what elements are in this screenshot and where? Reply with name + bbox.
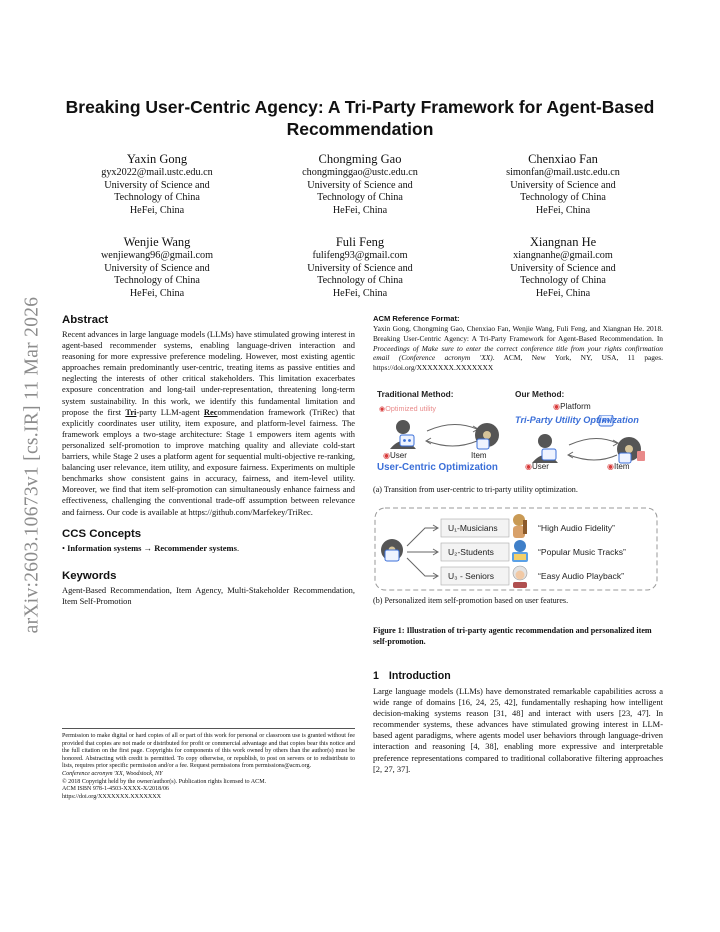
target-icon: ◉ — [383, 450, 390, 460]
author-block — [62, 152, 658, 318]
author-affiliation: Technology of China — [317, 275, 403, 287]
music-item-icon — [475, 423, 499, 449]
copyright-footnote — [62, 728, 355, 801]
author-location: HeFei, China — [129, 287, 185, 299]
arxiv-stamp — [14, 255, 50, 675]
author-affiliation: Technology of China — [114, 192, 200, 204]
author-affiliation: Technology of China — [114, 275, 200, 287]
figure-1b — [373, 506, 663, 594]
author-affiliation: University of Science and — [307, 179, 413, 191]
keywords-text: Agent-Based Recommendation, Item Agency, Multi-Stakeholder Recommendation, Item Self-Promotion — [62, 584, 355, 606]
promotion-quote: “Easy Audio Playback” — [538, 571, 624, 582]
our-method-label: Our Method: — [515, 388, 565, 399]
introduction-text: Large language models (LLMs) have demonstrated remarkable capabilities across a wide range of domains [16, 24, 25, 42], fundamentally reshaping how intelligent decision-making systems reason [31, 48] and interact with users [23, 47]. In recommender systems, these advances have stimulated growing interest in LLM-based agent paradigms, where agents model user behaviors through language-driven interaction and reasoning [4, 38], enabling more expressive and interpretable preference representations compared to traditional collaborative filtering approaches [2, 27, 37]. — [373, 685, 663, 774]
permission-text: Permission to make digital or hard copies of all or part of this work for personal or classroom use is granted without fee provided that copies are not made or distributed for profit or commercial advantage and that copies bear this notice and the full citation on the first page. Copyrights for components of this work owned by others than the author(s) must be honored. Abstracting with credit is permitted. To copy otherwise, or republish, to post on servers or to redistribute to lists, requires prior specific permission and/or a fee. Request permissions from permissions@acm.org. — [62, 733, 355, 770]
figure-1-caption: Figure 1: Illustration of tri-party agentic recommendation and personalized item self-promotion. — [373, 625, 652, 646]
author-location: HeFei, China — [535, 287, 591, 299]
author-card — [62, 152, 252, 235]
author-location: HeFei, China — [535, 204, 591, 216]
author-affiliation: Technology of China — [317, 192, 403, 204]
author-row-1 — [62, 152, 658, 235]
promotion-quote: “Popular Music Tracks” — [538, 547, 626, 558]
user-avatar-icon — [390, 420, 416, 449]
author-affiliation: University of Science and — [307, 262, 413, 274]
author-affiliation: University of Science and — [104, 262, 210, 274]
ccs-heading: CCS Concepts — [62, 527, 142, 540]
item-label: ◉Item — [607, 461, 630, 471]
author-location: HeFei, China — [129, 204, 185, 216]
branch-arrows-icon — [407, 525, 438, 579]
author-location: HeFei, China — [332, 287, 388, 299]
target-icon: ◉ — [379, 403, 386, 413]
author-card — [468, 235, 658, 318]
target-icon: ◉ — [553, 401, 561, 411]
figure-1a — [373, 389, 663, 485]
abstract-text: Recent advances in large language models (LLMs) have stimulated growing interest in agent-based recommender systems, enabling language-driven interaction and reasoning for more expressive preference modeling. However, most existing agentic approaches remain predominantly user-centric, treating items as passive entities and neglecting the interests of other critical stakeholders. This limitation exacerbates exposure concentration and long-tail under-representation, threatening long-term system sustainability. In this work, we identify this fundamental limitation and propose the first Tri-party LLM-agent Recommendation framework (TriRec) that explicitly coordinates user utility, item exposure, and platform-level fairness. The framework employs a two-stage architecture: Stage 1 empowers item agents with personalized self-promotion to improve matching quality and alleviate cold-start barriers, while Stage 2 uses a platform agent for sequential multi-objective re-ranking, balancing user relevance, item utility, and exposure fairness. Experiments on multiple benchmarks show consistent gains in accuracy, fairness, and item-level utility. Moreover, we find that item self-promotion can simultaneously enhance fairness and effectiveness, challenging the conventional trade-off assumption between relevance and fairness. Our code is available at https://github.com/Marfekey/TriRec. — [62, 329, 355, 517]
author-email: fulifeng93@gmail.com — [312, 250, 408, 261]
user-group-seniors: U₃ - Seniors — [448, 571, 494, 582]
author-name: Chongming Gao — [318, 152, 402, 166]
figure-1b-caption: (b) Personalized item self-promotion based on user features. — [373, 596, 569, 606]
tri-party-label: Tri-Party Utility Optimization — [515, 414, 639, 425]
author-email: chongminggao@ustc.edu.cn — [302, 167, 418, 178]
author-email: xiangnanhe@gmail.com — [513, 250, 613, 261]
optimized-utility-label: ◉Optimized utility — [379, 403, 437, 413]
music-item-icon — [381, 539, 403, 561]
keywords-heading: Keywords — [62, 569, 117, 582]
cycle-arrows-icon — [568, 438, 618, 460]
user-label: ◉User — [383, 450, 407, 460]
senior-avatar-icon — [513, 566, 527, 588]
student-avatar-icon — [512, 540, 528, 562]
ccs-concept: • Information systems → Recommender systems. — [62, 542, 240, 553]
author-card — [62, 235, 252, 318]
author-name: Xiangnan He — [529, 235, 597, 249]
left-column — [62, 314, 355, 607]
author-affiliation: University of Science and — [510, 179, 616, 191]
author-card — [265, 152, 455, 235]
rec-emphasis: Rec — [203, 406, 218, 417]
author-email: wenjiewang96@gmail.com — [100, 250, 214, 261]
cycle-arrows-icon — [426, 424, 478, 446]
paper-title: Breaking User-Centric Agency: A Tri-Party Framework for Agent-Based Recommendation — [65, 97, 655, 139]
user-group-musicians: U₁-Musicians — [448, 523, 498, 534]
traditional-method-label: Traditional Method: — [377, 388, 454, 399]
doi-text: https://doi.org/XXXXXXX.XXXXXXX — [62, 793, 162, 800]
author-location: HeFei, China — [332, 204, 388, 216]
user-centric-label: User-Centric Optimization — [377, 461, 498, 473]
acm-reference-heading: ACM Reference Format: — [373, 314, 460, 323]
author-card — [265, 235, 455, 318]
abstract-heading: Abstract — [62, 314, 109, 326]
arxiv-identifier: arXiv:2603.10673v1 [cs.IR] 11 Mar 2026 — [21, 296, 42, 634]
conference-text: Conference acronym 'XX, Woodstock, NY — [62, 770, 163, 777]
acm-reference-text: Yaxin Gong, Chongming Gao, Chenxiao Fan, Wenjie Wang, Fuli Feng, and Xiangnan He. 2018. Breaking User-Centric Agency: A Tri-Party Framework for Agent-Based Recommendation. In Proceedings of Make sure to enter the correct conference title from your rights confirmation email (Conference acronym 'XX). ACM, New York, NY, USA, 11 pages. https://doi.org/XXXXXXX.XXXXXXX — [373, 324, 663, 373]
musician-avatar-icon — [513, 514, 527, 538]
tri-emphasis: Tri — [125, 406, 137, 417]
promotion-quote: “High Audio Fidelity” — [538, 523, 615, 534]
author-row-2 — [62, 235, 658, 318]
author-email: gyx2022@mail.ustc.edu.cn — [101, 167, 213, 178]
right-column — [373, 314, 663, 775]
author-affiliation: University of Science and — [104, 179, 210, 191]
author-affiliation: Technology of China — [520, 192, 606, 204]
target-icon: ◉ — [607, 461, 614, 471]
author-name: Chenxiao Fan — [528, 152, 598, 166]
author-name: Wenjie Wang — [123, 235, 191, 249]
user-label: ◉User — [525, 461, 549, 471]
figure-1a-caption: (a) Transition from user-centric to tri-party utility optimization. — [373, 484, 578, 494]
platform-label: ◉Platform — [553, 401, 591, 411]
target-icon: ◉ — [525, 461, 532, 471]
isbn-text: ACM ISBN 978-1-4503-XXXX-X/2018/06 — [62, 786, 169, 793]
copyright-text: © 2018 Copyright held by the owner/author(s). Publication rights licensed to ACM. — [62, 778, 267, 785]
author-name: Fuli Feng — [335, 235, 385, 249]
author-affiliation: University of Science and — [510, 262, 616, 274]
user-group-students: U₂-Students — [448, 547, 494, 558]
author-card — [468, 152, 658, 235]
author-affiliation: Technology of China — [520, 275, 606, 287]
music-item-icon — [617, 437, 645, 463]
author-email: simonfan@mail.ustc.edu.cn — [506, 167, 620, 178]
item-label: Item — [471, 450, 487, 460]
introduction-heading: 1 Introduction — [373, 669, 451, 682]
user-avatar-icon — [532, 434, 558, 463]
author-name: Yaxin Gong — [126, 152, 188, 166]
